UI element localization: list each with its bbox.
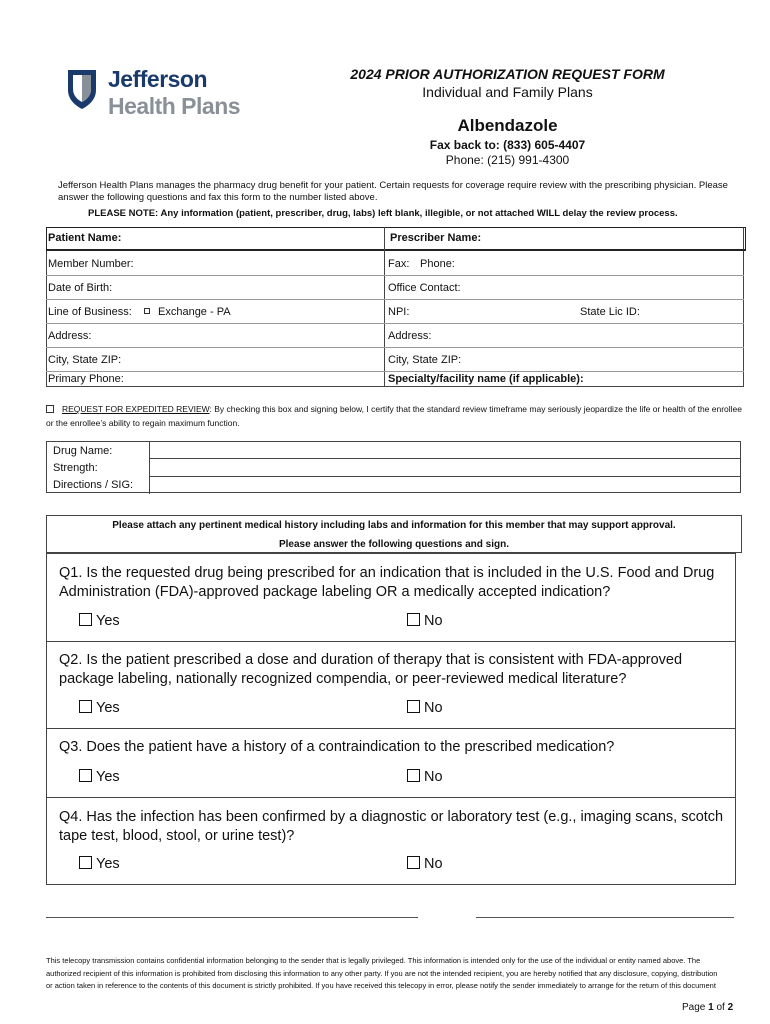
question-4: Q4. Has the infection has been confirmed by a diagnostic or laboratory test (e.g., imaging scans, scotch tape test, blood, stool, or urine test)? (59, 809, 724, 844)
q2-no-option[interactable] (407, 700, 443, 716)
patient-address-field[interactable]: Address: (48, 330, 92, 342)
npi-field[interactable]: NPI: (388, 306, 410, 318)
directions-label: Directions / SIG: (53, 479, 134, 491)
no-label: No (424, 769, 443, 785)
drug-title: Albendazole (457, 116, 558, 135)
checkbox-icon (144, 308, 150, 314)
q3-yes-option[interactable] (79, 769, 120, 785)
prescriber-city-field[interactable]: City, State ZIP: (388, 354, 462, 366)
question-separator (47, 797, 735, 798)
no-label: No (424, 856, 443, 872)
q4-no-option[interactable] (407, 856, 443, 872)
specialty-field[interactable]: Specialty/facility name (if applicable): (388, 373, 584, 385)
patient-name-field[interactable]: Patient Name: (48, 232, 122, 244)
page-sep: of (716, 1002, 725, 1013)
strength-label: Strength: (53, 462, 98, 474)
phone-number: Phone: (215) 991-4300 (445, 153, 570, 167)
yes-label: Yes (96, 613, 120, 629)
yes-label: Yes (96, 856, 120, 872)
grid-row-line (46, 275, 744, 276)
fax-number: Fax back to: (833) 605-4407 (429, 138, 586, 152)
page-number (682, 1002, 733, 1013)
confidentiality-notice: This telecopy transmission contains confidential information belonging to the sender that is legally privileged. This information is intended only for the use of the individual or entity named above. The authorized recipient of this information is prohibited from disclosing this information to any other party. If you are not the intended recipient, you are hereby notified that any disclosure, copying, distribution or action taken in reference to the contents of this document is strictly prohibited. If you have received this telecopy in error, please notify the sender immediately to arrange for the return of this document (46, 956, 718, 990)
no-label: No (424, 700, 443, 716)
exchange-pa-label: Exchange - PA (158, 306, 231, 318)
prescriber-address-field[interactable]: Address: (388, 330, 432, 342)
jefferson-shield-icon (66, 68, 98, 110)
questions-box (46, 553, 736, 885)
logo-text-health-plans: Health Plans (108, 93, 241, 119)
patient-phone-field[interactable]: Primary Phone: (48, 373, 124, 385)
checkbox-icon (79, 856, 92, 869)
question-separator (47, 728, 735, 729)
signature-line[interactable] (46, 917, 418, 918)
drug-name-label: Drug Name: (53, 445, 113, 457)
attach-line-1: Please attach any pertinent medical history including labs and information for this member that may support approval. (112, 520, 676, 531)
prescriber-phone-field[interactable]: Phone: (420, 258, 455, 270)
checkbox-icon (407, 856, 420, 869)
expedited-text: : By checking this box and signing below, I certify that the standard review timeframe may seriously jeopardize the life or health of the enrollee or the enrollee’s ability to regain maximum function. (46, 404, 743, 428)
expedited-checkbox[interactable] (46, 405, 54, 413)
exchange-pa-checkbox[interactable] (144, 306, 231, 318)
yes-label: Yes (96, 769, 120, 785)
checkbox-icon (79, 700, 92, 713)
attach-instructions (46, 515, 742, 553)
checkbox-icon (79, 613, 92, 626)
page-total: 2 (727, 1002, 734, 1013)
form-subtitle: Individual and Family Plans (422, 84, 593, 100)
logo-text-jefferson: Jefferson (108, 66, 208, 92)
question-2: Q2. Is the patient prescribed a dose and duration of therapy that is consistent with FDA-approved package labeling, nationally recognized compendia, or peer-reviewed medical literature? (59, 652, 683, 687)
drug-table (46, 441, 741, 493)
page-prefix: Page (682, 1002, 706, 1013)
expedited-review (46, 402, 746, 430)
drug-table-divider (149, 442, 150, 494)
checkbox-icon (407, 700, 420, 713)
patient-prescriber-grid (46, 227, 746, 387)
q1-yes-option[interactable] (79, 613, 120, 629)
grid-row-line (46, 323, 744, 324)
date-line[interactable] (476, 917, 734, 918)
checkbox-icon (79, 769, 92, 782)
question-1: Q1. Is the requested drug being prescribed for an indication that is included in the U.S. Food and Drug Administration (FDA)-approved package labeling OR a medically accepted indication? (59, 565, 715, 600)
prescriber-fax-field[interactable]: Fax: (388, 258, 410, 270)
question-3: Q3. Does the patient have a history of a contraindication to the prescribed medication? (59, 739, 615, 755)
q2-yes-option[interactable] (79, 700, 120, 716)
checkbox-icon (407, 769, 420, 782)
grid-divider (384, 227, 385, 387)
page-current: 1 (708, 1002, 714, 1013)
form-title: 2024 PRIOR AUTHORIZATION REQUEST FORM (350, 66, 665, 82)
question-separator (47, 641, 735, 642)
drug-table-row-line (149, 476, 741, 477)
q4-yes-option[interactable] (79, 856, 120, 872)
line-of-business-label: Line of Business: (48, 306, 132, 318)
no-label: No (424, 613, 443, 629)
jefferson-logo (66, 66, 266, 124)
yes-label: Yes (96, 700, 120, 716)
expedited-link: REQUEST FOR EXPEDITED REVIEW (62, 404, 210, 414)
member-number-field[interactable]: Member Number: (48, 258, 134, 270)
dob-field[interactable]: Date of Birth: (48, 282, 113, 294)
grid-row-line (46, 371, 744, 372)
grid-row-line (46, 299, 744, 300)
state-lic-field[interactable]: State Lic ID: (580, 306, 640, 318)
intro-text: Jefferson Health Plans manages the pharmacy drug benefit for your patient. Certain requests for coverage require review with the prescribing physician. Please answer the following questions and fax this form to the number listed above. (58, 180, 728, 203)
drug-table-row-line (149, 458, 741, 459)
grid-row-line (46, 347, 744, 348)
attach-line-2: Please answer the following questions and sign. (278, 539, 510, 550)
q3-no-option[interactable] (407, 769, 443, 785)
office-contact-field[interactable]: Office Contact: (388, 282, 461, 294)
q1-no-option[interactable] (407, 613, 443, 629)
checkbox-icon (407, 613, 420, 626)
prescriber-name-field[interactable]: Prescriber Name: (390, 232, 482, 244)
please-note: PLEASE NOTE: Any information (patient, prescriber, drug, labs) left blank, illegible, or not attached WILL delay the review process. (88, 208, 678, 219)
patient-city-field[interactable]: City, State ZIP: (48, 354, 122, 366)
